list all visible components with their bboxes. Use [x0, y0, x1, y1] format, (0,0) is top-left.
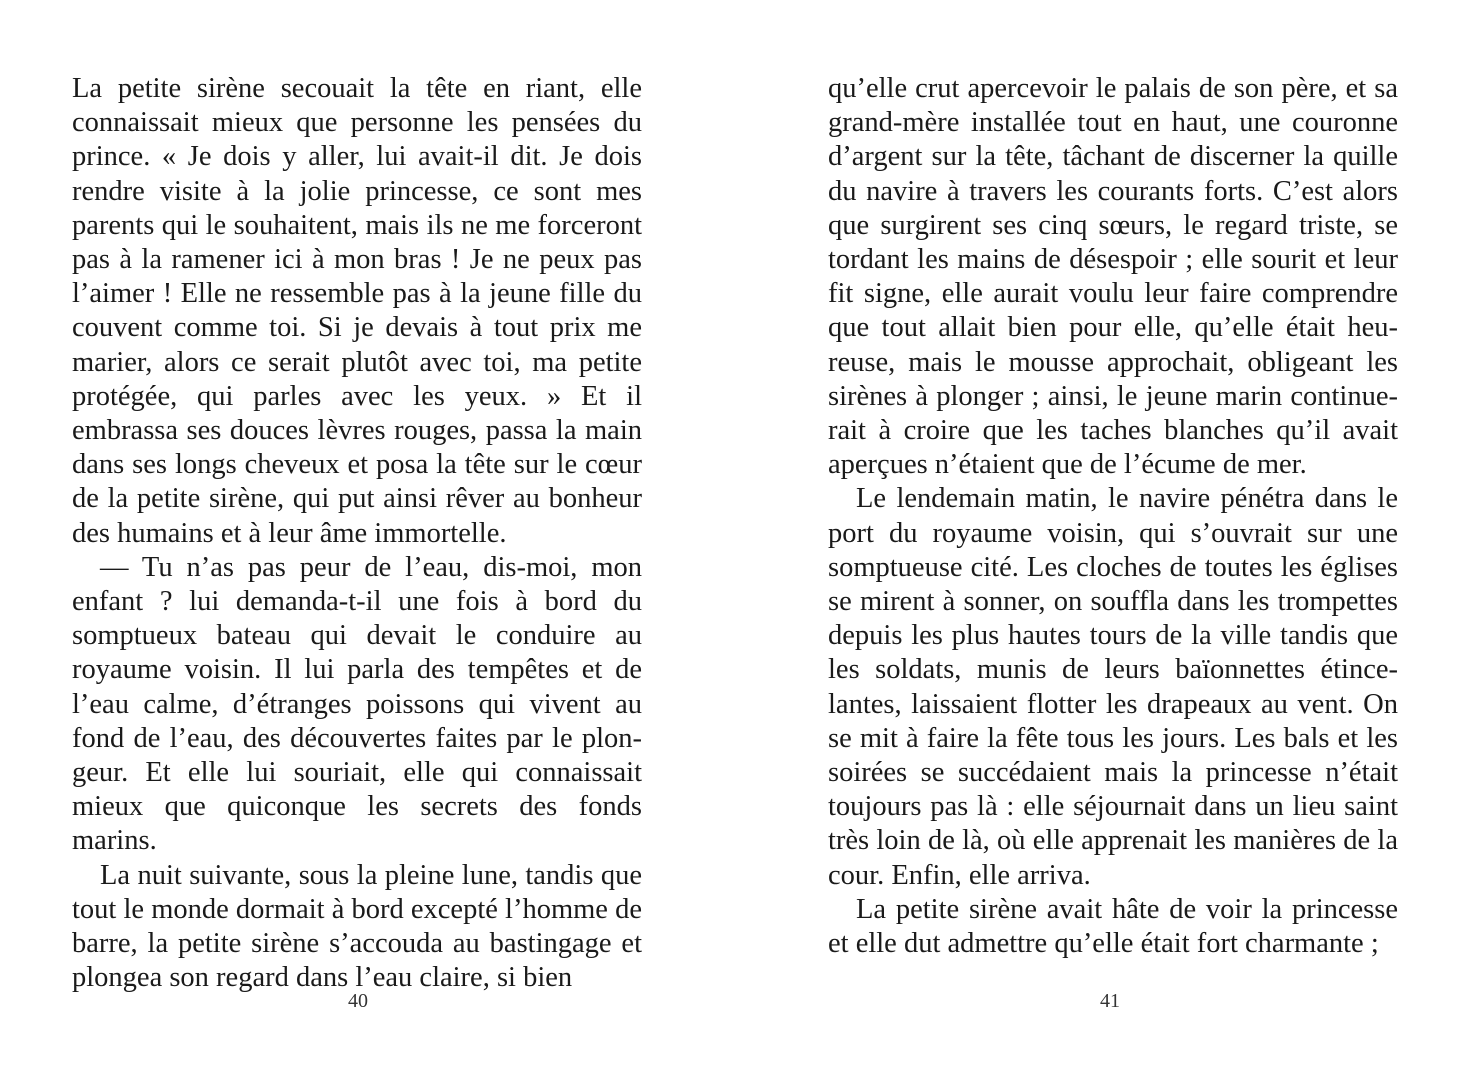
page-number-right: 41	[1100, 990, 1120, 1012]
left-page-text	[72, 72, 642, 995]
right-page	[828, 72, 1398, 961]
left-page	[72, 72, 642, 995]
page-number-left: 40	[348, 990, 368, 1012]
paragraph: — Tu n’as pas peur de l’eau, dis-moi, mon enfant ? lui demanda-t-il une fois à bord du somptueux bateau qui devait le conduire au royaume voisin. Il lui parla des tempêtes et de l’eau calme, d’étranges poissons qui vivent au fond de l’eau, des découvertes faites par le plongeur. Et elle lui souriait, elle qui connaissait mieux que quiconque les secrets des fonds marins.	[72, 551, 642, 857]
paragraph: La nuit suivante, sous la pleine lune, tandis que tout le monde dormait à bord excepté l’homme de barre, la petite sirène s’accouda au bastingage et plongea son regard dans l’eau claire, si bien	[72, 859, 642, 994]
paragraph: qu’elle crut apercevoir le palais de son père, et sa grand-mère installée tout en haut, une couronne d’argent sur la tête, tâchant de discerner la quille du navire à travers les courants forts. C’est alors que surgirent ses cinq sœurs, le regard triste, se tordant les mains de désespoir ; elle sourit et leur fit signe, elle aurait voulu leur faire comprendre que tout allait bien pour elle, qu’elle était heureuse, mais le mousse approchait, obligeant les sirènes à plonger ; ainsi, le jeune marin continuerait à croire que les taches blanches qu’il avait aperçues n’étaient que de l’écume de mer.	[828, 73, 1398, 481]
paragraph: La petite sirène secouait la tête en riant, elle connaissait mieux que personne les pensées du prince. « Je dois y aller, lui avait-il dit. Je dois rendre visite à la jolie princesse, ce sont mes parents qui le souhaitent, mais ils ne me forceront pas à la ramener ici à mon bras ! Je ne peux pas l’aimer ! Elle ne ressemble pas à la jeune fille du couvent comme toi. Si je devais à tout prix me marier, alors ce serait plutôt avec toi, ma petite protégée, qui parles avec les yeux. » Et il embrassa ses douces lèvres rouges, passa la main dans ses longs cheveux et posa la tête sur le cœur de la petite sirène, qui put ainsi rêver au bonheur des humains et à leur âme immortelle.	[72, 73, 642, 549]
paragraph: Le lendemain matin, le navire pénétra dans le port du royaume voisin, qui s’ouvrait sur une somptueuse cité. Les cloches de toutes les églises se mirent à sonner, on souffla dans les trompettes depuis les plus hautes tours de la ville tandis que les soldats, munis de leurs baïonnettes étincelantes, laissaient flotter les drapeaux au vent. On se mit à faire la fête tous les jours. Les bals et les soirées se succédaient mais la princesse n’était toujours pas là : elle séjournait dans un lieu saint très loin de là, où elle apprenait les manières de la cour. Enfin, elle arriva.	[828, 483, 1398, 891]
right-page-text	[828, 72, 1398, 961]
paragraph: La petite sirène avait hâte de voir la princesse et elle dut admettre qu’elle était fort charmante ;	[828, 893, 1398, 960]
